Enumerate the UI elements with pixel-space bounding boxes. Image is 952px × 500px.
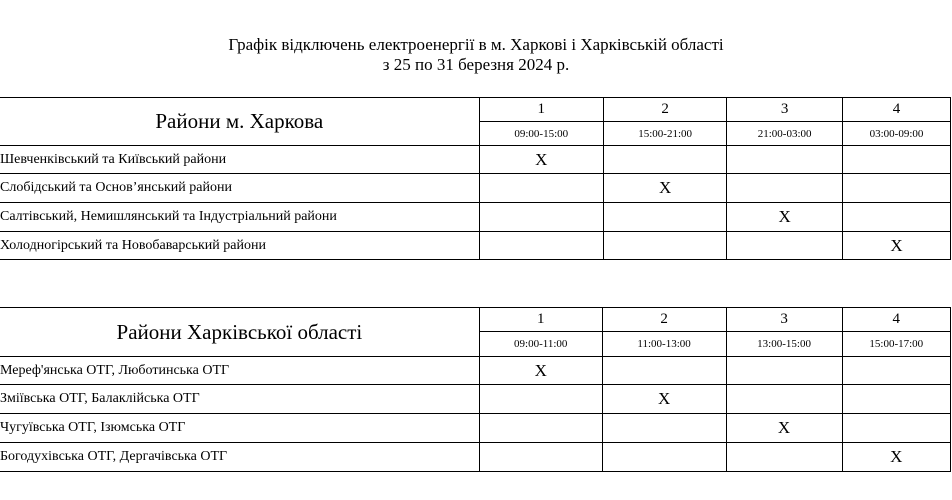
outage-mark [842,174,950,203]
city-slot-time: 09:00-15:00 [479,122,603,146]
city-slot-number: 1 [479,98,603,122]
outage-mark [603,232,726,260]
outage-mark [603,203,726,232]
community-name: Зміївська ОТГ, Балаклійська ОТГ [0,385,479,414]
oblast-slot-number: 3 [726,308,842,332]
oblast-slot-time: 11:00-13:00 [602,332,726,357]
community-name: Богодухівська ОТГ, Дергачівська ОТГ [0,443,479,472]
oblast-slot-number: 2 [602,308,726,332]
outage-mark [479,443,602,472]
city-slot-number: 3 [727,98,843,122]
table-row [0,146,951,174]
outage-mark [842,357,950,385]
table-row [0,174,951,203]
outage-mark: X [602,385,726,414]
district-name: Шевченківський та Київський райони [0,146,479,174]
outage-mark [726,385,842,414]
community-name: Чугуївська ОТГ, Ізюмська ОТГ [0,414,479,443]
outage-mark [603,146,726,174]
district-name: Холодногірський та Новобаварський райони [0,232,479,260]
outage-mark: X [727,203,843,232]
district-name: Слобідський та Основ’янський райони [0,174,479,203]
city-schedule-table [0,97,951,260]
outage-mark [842,385,950,414]
city-slot-number: 2 [603,98,726,122]
outage-mark [479,203,603,232]
city-slot-time: 15:00-21:00 [603,122,726,146]
outage-mark [727,146,843,174]
outage-mark: X [479,146,603,174]
outage-mark [842,203,950,232]
outage-mark [602,443,726,472]
outage-mark [726,357,842,385]
district-name: Салтівський, Немишлянський та Індустріальний райони [0,203,479,232]
oblast-slot-number: 1 [479,308,602,332]
city-slot-time: 21:00-03:00 [727,122,843,146]
outage-mark [727,174,843,203]
outage-mark [479,414,602,443]
table-row [0,357,951,385]
outage-mark [479,174,603,203]
outage-mark: X [842,232,950,260]
schedule-title: Графік відключень електроенергії в м. Харкові і Харківській області [228,35,724,54]
outage-mark: X [726,414,842,443]
community-name: Мереф'янська ОТГ, Люботинська ОТГ [0,357,479,385]
oblast-slot-time: 15:00-17:00 [842,332,950,357]
oblast-slot-time: 09:00-11:00 [479,332,602,357]
outage-mark [479,385,602,414]
outage-mark: X [603,174,726,203]
outage-mark [726,443,842,472]
table-row [0,385,951,414]
table-row [0,232,951,260]
city-slot-number: 4 [842,98,950,122]
oblast-schedule-table [0,307,951,472]
outage-mark [479,232,603,260]
oblast-region-header: Райони Харківської області [0,308,479,357]
city-region-header: Райони м. Харкова [0,98,479,146]
schedule-date-range: з 25 по 31 березня 2024 р. [382,55,570,74]
outage-mark [602,414,726,443]
outage-mark: X [842,443,950,472]
oblast-slot-time: 13:00-15:00 [726,332,842,357]
oblast-slot-number: 4 [842,308,950,332]
outage-mark: X [479,357,602,385]
table-row [0,443,951,472]
outage-mark [842,414,950,443]
outage-mark [842,146,950,174]
table-row [0,203,951,232]
outage-mark [727,232,843,260]
outage-mark [602,357,726,385]
table-row [0,414,951,443]
city-slot-time: 03:00-09:00 [842,122,950,146]
